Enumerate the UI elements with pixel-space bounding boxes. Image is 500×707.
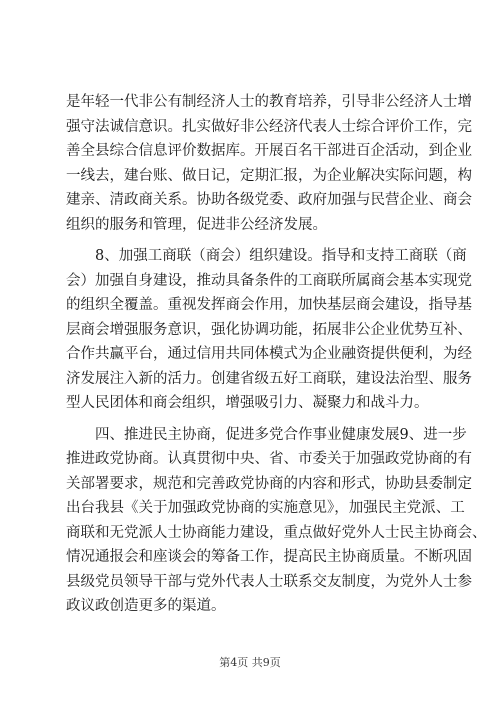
text-line: 是年轻一代非公有制经济人士的教育培养，引导非公经济人士增 — [66, 94, 472, 110]
text-line: 合作共赢平台，通过信用共同体模式为企业融资提供便利，为经 — [66, 346, 472, 362]
text-line: 一线去，建台账、做日记，定期汇报，为企业解决实际问题，构 — [66, 167, 472, 184]
text-line: 商联和无党派人士协商能力建设，重点做好党外人士民主协商会、 — [66, 524, 487, 541]
paragraph — [66, 244, 472, 416]
text-line: 关部署要求，规范和完善政党协商的内容和形式，协助县委制定 — [66, 475, 472, 492]
text-line: 济发展注入新的活力。创建省级五好工商联，建设法治型、服务 — [66, 370, 472, 387]
text-line: 强守法诚信意识。扎实做好非公经济代表人士综合评价工作，完 — [66, 118, 472, 135]
text-line: 出台我县《关于加强政党协商的实施意见》，加强民主党派、工 — [66, 500, 465, 516]
text-line: 建亲、清政商关系。协助各级党委、政府加强与民营企业、商会 — [66, 192, 472, 208]
text-line: 8、加强工商联（商会）组织建设。指导和支持工商联（商 — [66, 248, 467, 264]
text-line: 会）加强自身建设，推动具备条件的工商联所属商会基本实现党 — [66, 272, 472, 289]
text-line: 的组织全覆盖。重视发挥商会作用，加快基层商会建设，指导基 — [66, 297, 472, 313]
text-line: 推进政党协商。认真贯彻中央、省、市委关于加强政党协商的有 — [66, 451, 472, 467]
body-text — [66, 90, 487, 619]
text-line: 县级党员领导干部与党外代表人士联系交友制度，为党外人士参 — [66, 573, 472, 590]
text-line: 组织的服务和管理，促进非公经济发展。 — [66, 216, 327, 233]
text-line: 层商会增强服务意识，强化协调功能，拓展非公企业优势互补、 — [66, 321, 472, 338]
paragraph — [66, 423, 487, 619]
text-line: 型人民团体和商会组织，增强吸引力、凝聚力和战斗力。 — [66, 395, 429, 411]
text-line: 政议政创造更多的渠道。 — [66, 598, 226, 614]
text-line: 情况通报会和座谈会的筹备工作，提高民主协商质量。不断巩固 — [66, 549, 472, 565]
text-line: 善全县综合信息评价数据库。开展百名干部进百企活动，到企业 — [66, 143, 472, 159]
page-number: 第4页 共9页 — [219, 656, 281, 669]
paragraph — [66, 90, 472, 237]
text-line: 四、推进民主协商，促进多党合作事业健康发展9、进一步 — [66, 426, 467, 443]
